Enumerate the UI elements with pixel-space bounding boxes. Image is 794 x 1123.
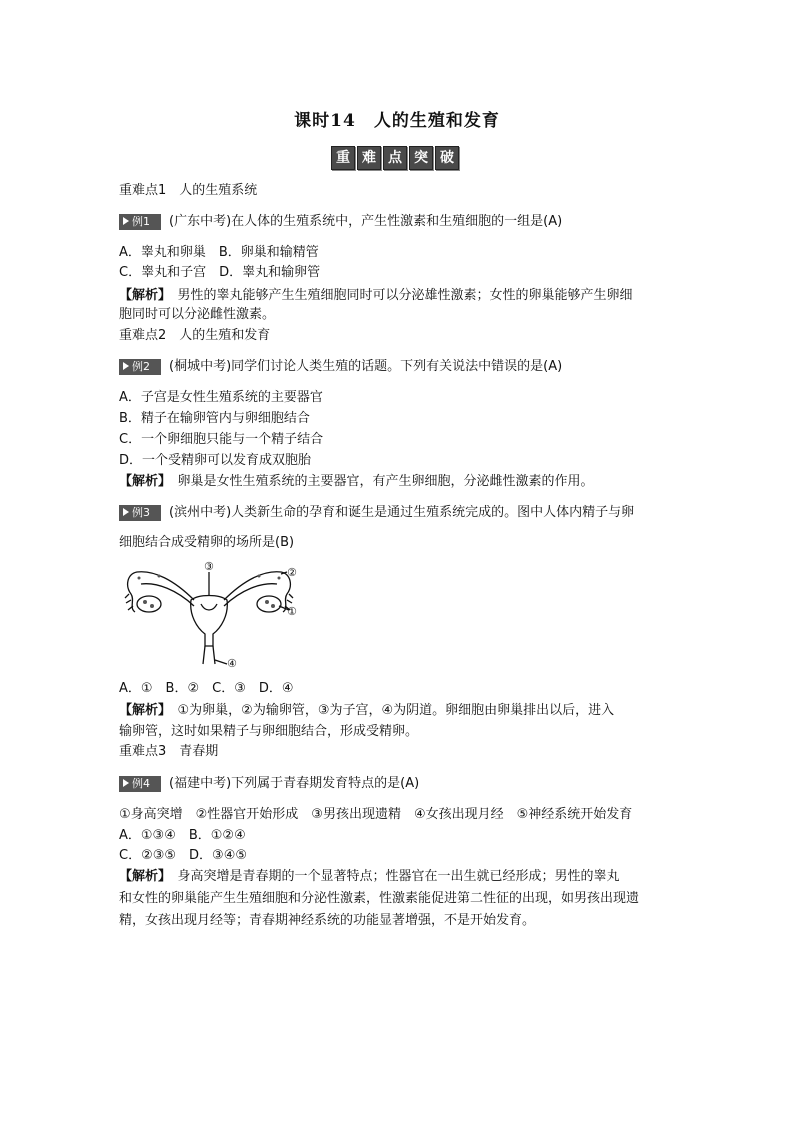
option-line: C．睾丸和子宫 D．睾丸和输卵管 [119, 265, 321, 280]
figure-label-1: ① [287, 605, 297, 618]
banner-char: 破 [435, 146, 459, 170]
explanation-label: 【解析】 [119, 288, 165, 303]
option-line: A．① B．② C．③ D．④ [119, 681, 294, 696]
page-title: 课时14 人的生殖和发育 [294, 111, 500, 131]
question-text: (桐城中考)同学们讨论人类生殖的话题。下列有关说法中错误的是(A) [169, 359, 563, 374]
banner-char: 突 [409, 146, 433, 170]
explanation-line: 精，女孩出现月经等；青春期神经系统的功能显著增强，不是开始发育。 [119, 913, 536, 928]
play-arrow-icon [123, 779, 129, 787]
example-tag [119, 359, 161, 375]
explanation-line: 胞同时可以分泌雌性激素。 [119, 307, 276, 322]
explanation-line [119, 286, 633, 305]
example-tag [119, 214, 161, 230]
example-tag-label: 例2 [132, 359, 150, 373]
option-line: C．②③⑤ D．③④⑤ [119, 848, 248, 863]
explanation-line: 和女性的卵巢能产生生殖细胞和分泌性激素，性激素能促进第二性征的出现，如男孩出现遗 [119, 891, 640, 906]
explanation-label: 【解析】 [119, 869, 165, 884]
play-arrow-icon [123, 217, 129, 225]
option-line: A．子宫是女性生殖系统的主要器官 [119, 390, 323, 405]
question-2-stem [119, 357, 562, 376]
question-3-stem [119, 503, 634, 522]
section-heading: 重难点1 人的生殖系统 [119, 183, 258, 198]
banner-char: 重 [331, 146, 355, 170]
explanation-line [119, 701, 614, 720]
explanation-line [119, 867, 620, 886]
explanation-text: 卵巢是女性生殖系统的主要器官，有产生卵细胞，分泌雌性激素的作用。 [177, 474, 594, 489]
explanation-label: 【解析】 [119, 703, 165, 718]
play-arrow-icon [123, 362, 129, 370]
statement-list: ①身高突增 ②性器官开始形成 ③男孩出现遗精 ④女孩出现月经 ⑤神经系统开始发育 [119, 807, 633, 822]
question-text: (滨州中考)人类新生命的孕育和诞生是通过生殖系统完成的。图中人体内精子与卵 [169, 505, 635, 520]
option-line: A．睾丸和卵巢 B．卵巢和输精管 [119, 245, 319, 260]
female-reproductive-system-diagram [119, 560, 299, 668]
figure-label-2: ② [287, 566, 297, 579]
question-1-stem [119, 212, 562, 231]
figure-label-4: ④ [227, 657, 237, 668]
example-tag-label: 例3 [132, 505, 150, 519]
section-heading: 重难点3 青春期 [119, 744, 219, 759]
explanation-text: ①为卵巢，②为输卵管，③为子宫，④为阴道。卵细胞由卵巢排出以后，进入 [177, 703, 615, 718]
option-line: D．一个受精卵可以发育成双胞胎 [119, 453, 312, 468]
question-text: (广东中考)在人体的生殖系统中，产生性激素和生殖细胞的一组是(A) [169, 214, 563, 229]
section-heading: 重难点2 人的生殖和发育 [119, 328, 271, 343]
banner-char: 点 [383, 146, 407, 170]
example-tag [119, 505, 161, 521]
example-tag-label: 例4 [132, 776, 150, 790]
explanation-line: 输卵管，这时如果精子与卵细胞结合，形成受精卵。 [119, 724, 419, 739]
banner-char: 难 [357, 146, 381, 170]
example-tag [119, 776, 161, 792]
option-line: C．一个卵细胞只能与一个精子结合 [119, 432, 324, 447]
explanation-line [119, 472, 594, 491]
figure-label-3: ③ [204, 560, 214, 573]
question-4-stem [119, 774, 419, 793]
explanation-text: 男性的睾丸能够产生生殖细胞同时可以分泌雄性激素；女性的卵巢能够产生卵细 [177, 288, 633, 303]
section-banner [331, 146, 459, 170]
explanation-label: 【解析】 [119, 474, 165, 489]
example-tag-label: 例1 [132, 214, 150, 228]
option-line: A．①③④ B．①②④ [119, 828, 246, 843]
explanation-text: 身高突增是青春期的一个显著特点；性器官在一出生就已经形成；男性的睾丸 [177, 869, 620, 884]
question-text-line: 细胞结合成受精卵的场所是(B) [119, 535, 295, 550]
question-text: (福建中考)下列属于青春期发育特点的是(A) [169, 776, 420, 791]
play-arrow-icon [123, 508, 129, 516]
option-line: B．精子在输卵管内与卵细胞结合 [119, 411, 310, 426]
